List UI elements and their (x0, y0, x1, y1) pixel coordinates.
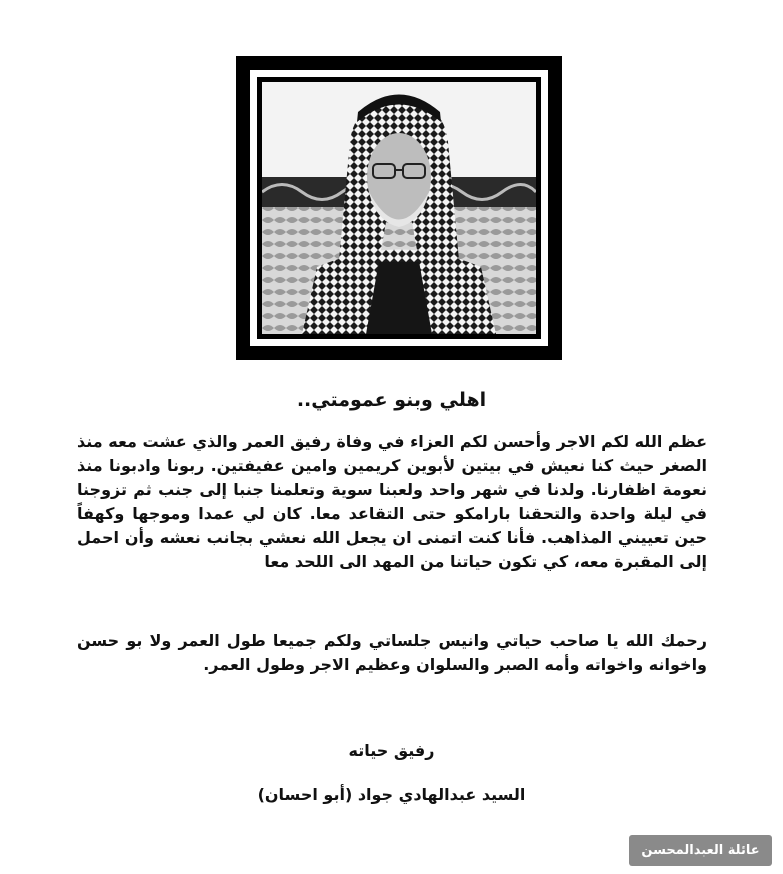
condolence-paragraph: عظم الله لكم الاجر وأحسن لكم العزاء في وفاة رفيق العمر والذي عشت معه منذ الصغر حيث كنا نعيش في بيتين لأبوين كريمين وامين عفيفتين. ربونا وادبونا منذ نعومة اظفارنا. ولدنا في شهر واحد ولعبنا سوية وتعلمنا جنبا إلى جنب ثم تزوجنا في ليلة واحدة والتحقنا بارامكو حتى التقاعد معا. كان لي عمدا وموجها وكهفاً حين تعييني المذاهب. فأنا كنت اتمنى ان يجعل الله نعشي بجانب نعشه وأن احمل إلى المقبرة معه، كي تكون حياتنا من المهد الى اللحد معا (77, 432, 707, 571)
prayer-paragraph: رحمك الله يا صاحب حياتي وانيس جلساتي ولكم جميعا طول العمر ولا بو حسن واخوانه واخواته وأمه الصبر والسلوان وعظيم الاجر وطول العمر. (77, 631, 707, 674)
signature-name: السيد عبدالهادي جواد (أبو احسان) (257, 785, 526, 804)
family-watermark: عائلة العبدالمحسن (629, 835, 772, 866)
portrait-frame (236, 56, 562, 360)
portrait-photo (262, 82, 536, 334)
portrait-illustration (262, 82, 536, 334)
signature-title: رفيق حياته (348, 741, 435, 760)
greeting-heading: اهلي وبنو عمومتي.. (296, 389, 487, 411)
